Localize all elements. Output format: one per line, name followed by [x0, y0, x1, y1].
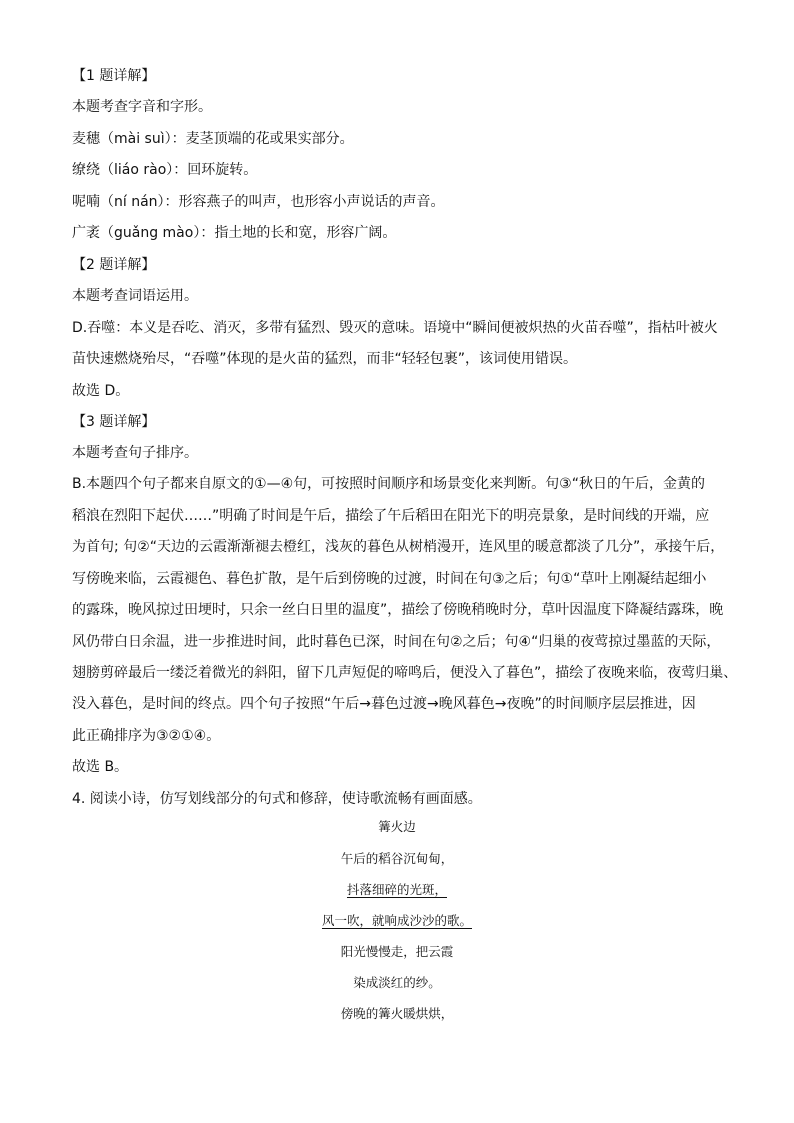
poem-line-underlined: 风一吹，就响成沙沙的歌。	[321, 913, 472, 928]
q3-heading: 【3 题详解】	[72, 414, 156, 430]
poem-line: 阳光慢慢走，把云霞	[340, 944, 454, 959]
q2-body-line: 苗快速燃烧殆尽，“吞噬”体现的是火苗的猛烈，而非“轻轻包裹”，该词使用错误。	[72, 351, 578, 367]
q2-body-line: D.吞噬：本义是吞吃、消灭，多带有猛烈、毁灭的意味。语境中“瞬间便被炽热的火苗吞噬”，指枯叶被火	[72, 320, 718, 336]
q3-body-line: 为首句; 句②“天边的云霞渐渐褪去橙红，浅灰的暮色从树梢漫开，连风里的暖意都淡了几分”，承接午后，	[72, 539, 725, 555]
q4-prompt: 4. 阅读小诗，仿写划线部分的句式和修辞，使诗歌流畅有画面感。	[72, 791, 482, 807]
q2-answer: 故选 D。	[72, 383, 130, 399]
q1-item-guangmao: 广袤（guǎng mào）：指土地的长和宽，形容广阔。	[72, 225, 397, 241]
q2-heading: 【2 题详解】	[72, 257, 156, 273]
q3-body-line: 稻浪在烈阳下起伏……”明确了时间是午后，描绘了午后稻田在阳光下的明亮景象，是时间线的开端，应	[72, 508, 710, 524]
q3-answer: 故选 B。	[72, 759, 129, 775]
q3-intro: 本题考查句子排序。	[72, 445, 198, 461]
poem-line: 染成淡红的纱。	[353, 975, 441, 990]
q3-body-line: 没入暮色，是时间的终点。四个句子按照“午后→暮色过渡→晚风暮色→夜晚”的时间顺序层层推进，因	[72, 696, 696, 712]
q1-intro: 本题考查字音和字形。	[72, 99, 212, 115]
q2-intro: 本题考查词语运用。	[72, 288, 198, 304]
q3-body-line: 风仍带白日余温，进一步推进时间，此时暮色已深，时间在句②之后；句④“归巢的夜莺掠过墨蓝的天际，	[72, 634, 721, 650]
poem-line: 傍晚的篝火暖烘烘，	[340, 1006, 454, 1021]
q3-body-line: 的露珠，晚风掠过田埂时，只余一丝白日里的温度”，描绘了傍晚稍晚时分，草叶因温度下降凝结露珠，晚	[72, 602, 724, 618]
poem-line: 午后的稻谷沉甸甸，	[340, 851, 454, 866]
q3-body-line: B.本题四个句子都来自原文的①—④句，可按照时间顺序和场景变化来判断。句③“秋日的午后，金黄的	[72, 476, 705, 492]
q3-body-line: 翅膀剪碎最后一缕泛着微光的斜阳，留下几声短促的啼鸣后，便没入了暮色”，描绘了夜晚来临，夜莺归巢、	[72, 665, 738, 681]
poem-title: 篝火边	[378, 819, 416, 834]
q1-item-ninan: 呢喃（ní nán）：形容燕子的叫声，也形容小声说话的声音。	[72, 194, 445, 210]
q1-heading: 【1 题详解】	[72, 68, 156, 84]
q1-item-maisui: 麦穗（mài suì）：麦茎顶端的花或果实部分。	[72, 131, 354, 147]
q3-body-line: 此正确排序为③②①④。	[72, 728, 221, 744]
poem-line-underlined: 抖落细碎的光斑，	[346, 882, 447, 897]
q3-body-line: 写傍晚来临，云霞褪色、暮色扩散，是午后到傍晚的过渡，时间在句③之后；句①“草叶上刚凝结起细小	[72, 571, 707, 587]
q1-item-liaorao: 缭绕（liáo rào）：回环旋转。	[72, 162, 258, 178]
